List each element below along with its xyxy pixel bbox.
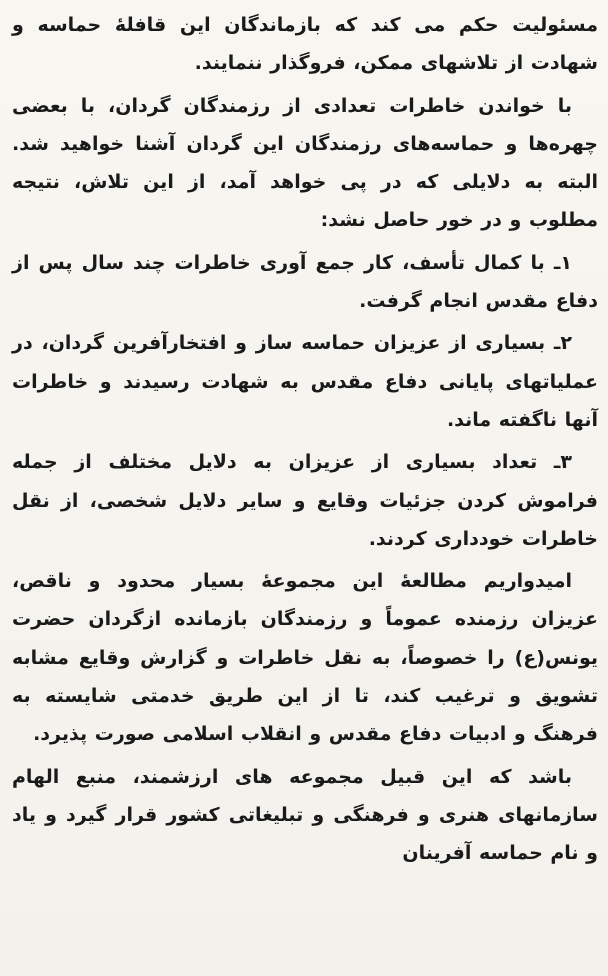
paragraph-hope: امیدواریم مطالعهٔ این مجموعهٔ بسیار محدود و ناقص، عزیزان رزمنده عموماً و رزمندگان بازمانده ازگردان حضرت یونس(ع) را خصوصاً، به نقل خاطرات و گزارش وقایع مشابه تشویق و ترغیب کند، تا از این طریق خدمتی شایسته به فرهنگ و ادبیات دفاع مقدس و انقلاب اسلامی صورت پذیرد. (12, 570, 598, 746)
list-item-2: ۲ـ بسیاری از عزیزان حماسه ساز و افتخارآفرین گردان، در عملیاتهای پایانی دفاع مقدس به شهادت رسیدند و خاطرات آنها ناگفته ماند. (12, 332, 598, 431)
list-item-3: ۳ـ تعداد بسیاری از عزیزان به دلایل مختلف از جمله فراموش کردن جزئیات وقایع و سایر دلایل شخصی، از نقل خاطرات خودداری کردند. (12, 451, 598, 550)
paragraph-closing: باشد که این قبیل مجموعه های ارزشمند، منبع الهام سازمانهای هنری و فرهنگی و تبلیغاتی کشور قرار گیرد و یاد و نام حماسه آفرینان (12, 765, 598, 865)
list-item-1: ۱ـ با کمال تأسف، کار جمع آوری خاطرات چند سال پس از دفاع مقدس انجام گرفت. (12, 251, 598, 313)
paragraph-continuation: مسئولیت حکم می کند که بازماندگان این قافلهٔ حماسه و شهادت از تلاشهای ممکن، فروگذار ننمایند. (12, 14, 598, 75)
paragraph-reading-memoirs: با خواندن خاطرات تعدادی از رزمندگان گردان، با بعضی چهره‌ها و حماسه‌های رزمندگان این گردان آشنا خواهید شد. البته به دلایلی که در پی خواهد آمد، از این تلاش، نتیجه مطلوب و در خور حاصل نشد: (12, 94, 598, 232)
